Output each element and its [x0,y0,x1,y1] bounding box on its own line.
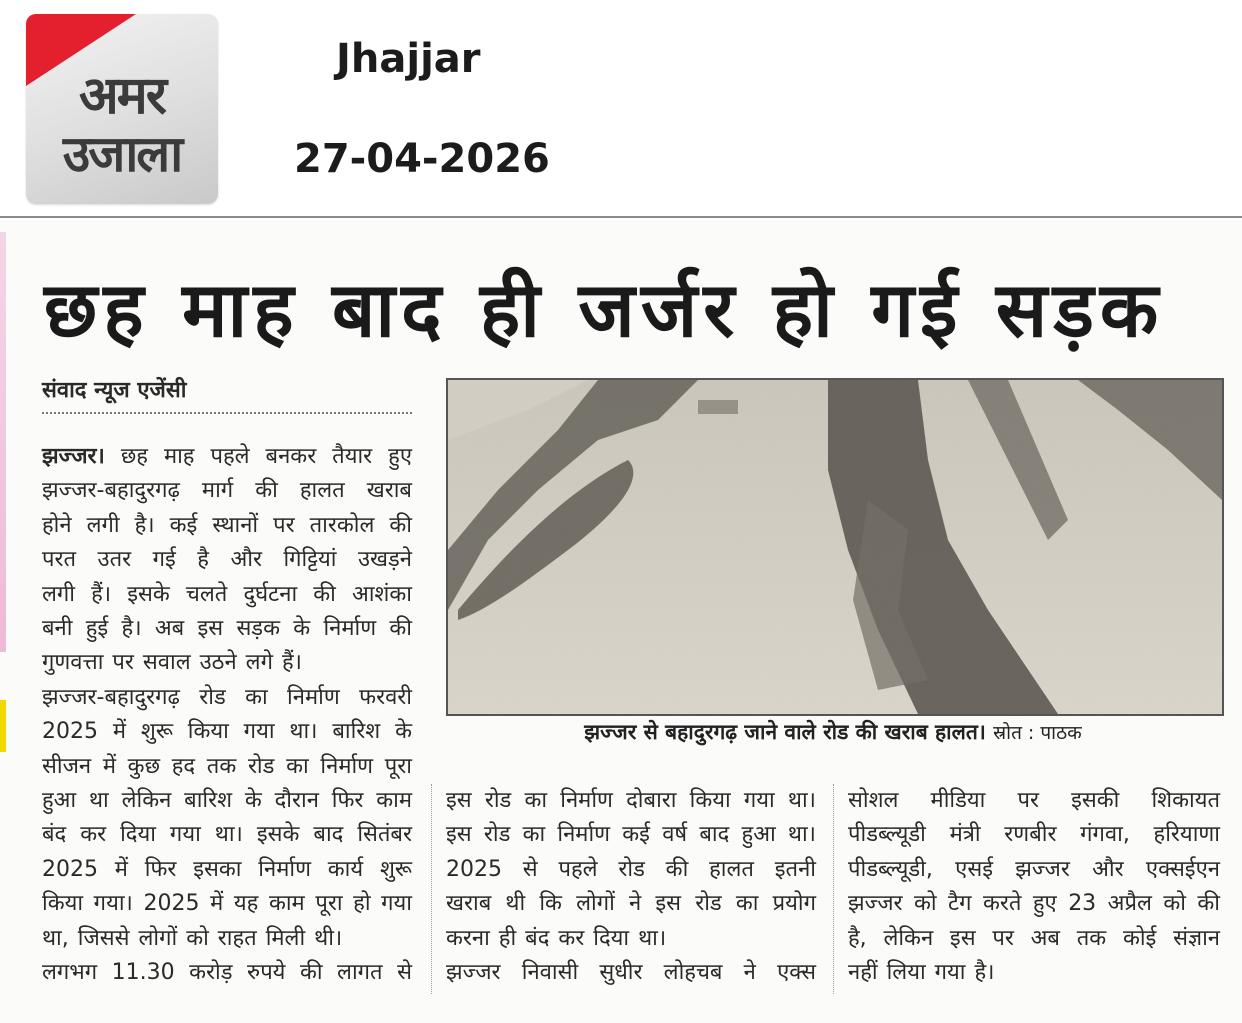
article-line: करना ही बंद कर दिया था। [446,925,667,951]
article-line-text: छह माह पहले बनकर तैयार हुए [104,444,412,469]
article-line: होने लगी है। कई स्थानों पर तारकोल की [42,512,412,538]
article-line: 2025 में शुरू किया गया था। बारिश के [42,719,412,745]
article-line: झज्जर निवासी सुधीर लोहचब ने एक्स [446,960,816,986]
page-edge-yellow [0,700,6,752]
edition-date: 27-04-2026 [294,136,550,182]
article-column-1 [42,440,412,991]
article-line: झज्जर-बहादुरगढ़ रोड का निर्माण फरवरी [42,684,412,710]
article-line: था, जिससे लोगों को राहत मिली थी। [42,925,343,951]
article-column-2 [446,784,816,990]
road-photo [446,378,1224,716]
article-line: सोशल मीडिया पर इसकी शिकायत [848,788,1220,813]
article-line: झज्जर-बहादुरगढ़ मार्ग की हालत खराब [42,478,412,504]
logo-line-2: उजाला [62,125,182,183]
caption-source: स्रोत : पाठक [993,722,1082,744]
article-line: गुणवत्ता पर सवाल उठने लगे हैं। [42,650,302,676]
article-line: 2025 में फिर इसका निर्माण कार्य शुरू [42,856,412,882]
article-byline: संवाद न्यूज एजेंसी [42,378,187,403]
caption-text: झज्जर से बहादुरगढ़ जाने वाले रोड की खराब हालत। [584,720,986,744]
article-line: बनी हुई है। अब इस सड़क के निर्माण की [42,616,412,642]
article-line: किया गया। 2025 में यह काम पूरा हो गया [42,891,412,917]
damaged-road-image [448,380,1222,714]
logo-line-1: अमर [78,66,166,126]
column-divider [431,784,432,994]
header-divider [0,216,1242,218]
article-line: इस रोड का निर्माण कई वर्ष बाद हुआ था। [446,822,816,848]
article-line: लगी हैं। इसके चलते दुर्घटना की आशंका [42,581,412,607]
article-line: लगभग 11.30 करोड़ रुपये की लागत से [42,960,412,986]
dateline: झज्जर। [42,444,105,469]
edition-city: Jhajjar [336,36,481,82]
article-line: बंद कर दिया गया था। इसके बाद सितंबर [42,822,412,848]
photo-caption [446,718,1220,746]
article-line: खराब थी कि लोगों ने इस रोड का प्रयोग [446,891,816,917]
article-column-3 [848,784,1220,990]
article-line: परत उतर गई है और गिट्टियां उखड़ने [42,547,412,573]
byline-divider [42,412,412,414]
article-line: पीडब्ल्यूडी मंत्री रणबीर गंगवा, हरियाणा [848,822,1220,848]
article-headline: छह माह बाद ही जर्जर हो गई सड़क [44,265,1165,354]
article-line [42,440,412,474]
article-line: पीडब्ल्यूडी, एसई झज्जर और एक्सईएन [848,856,1220,882]
article-line: नहीं लिया गया है। [848,960,995,986]
article-line: हुआ था लेकिन बारिश के दौरान फिर काम [42,788,412,814]
page-edge-pink [0,232,6,652]
article-line: है, लेकिन इस पर अब तक कोई संज्ञान [848,925,1220,951]
article-line: सीजन में कुछ हद तक रोड का निर्माण पूरा [42,753,412,779]
article-line: 2025 से पहले रोड की हालत इतनी [446,856,816,882]
amar-ujala-logo [26,14,218,204]
article-line: झज्जर को टैग करते हुए 23 अप्रैल को की [848,891,1220,917]
article-line: इस रोड का निर्माण दोबारा किया गया था। [446,788,816,813]
column-divider [833,784,834,994]
